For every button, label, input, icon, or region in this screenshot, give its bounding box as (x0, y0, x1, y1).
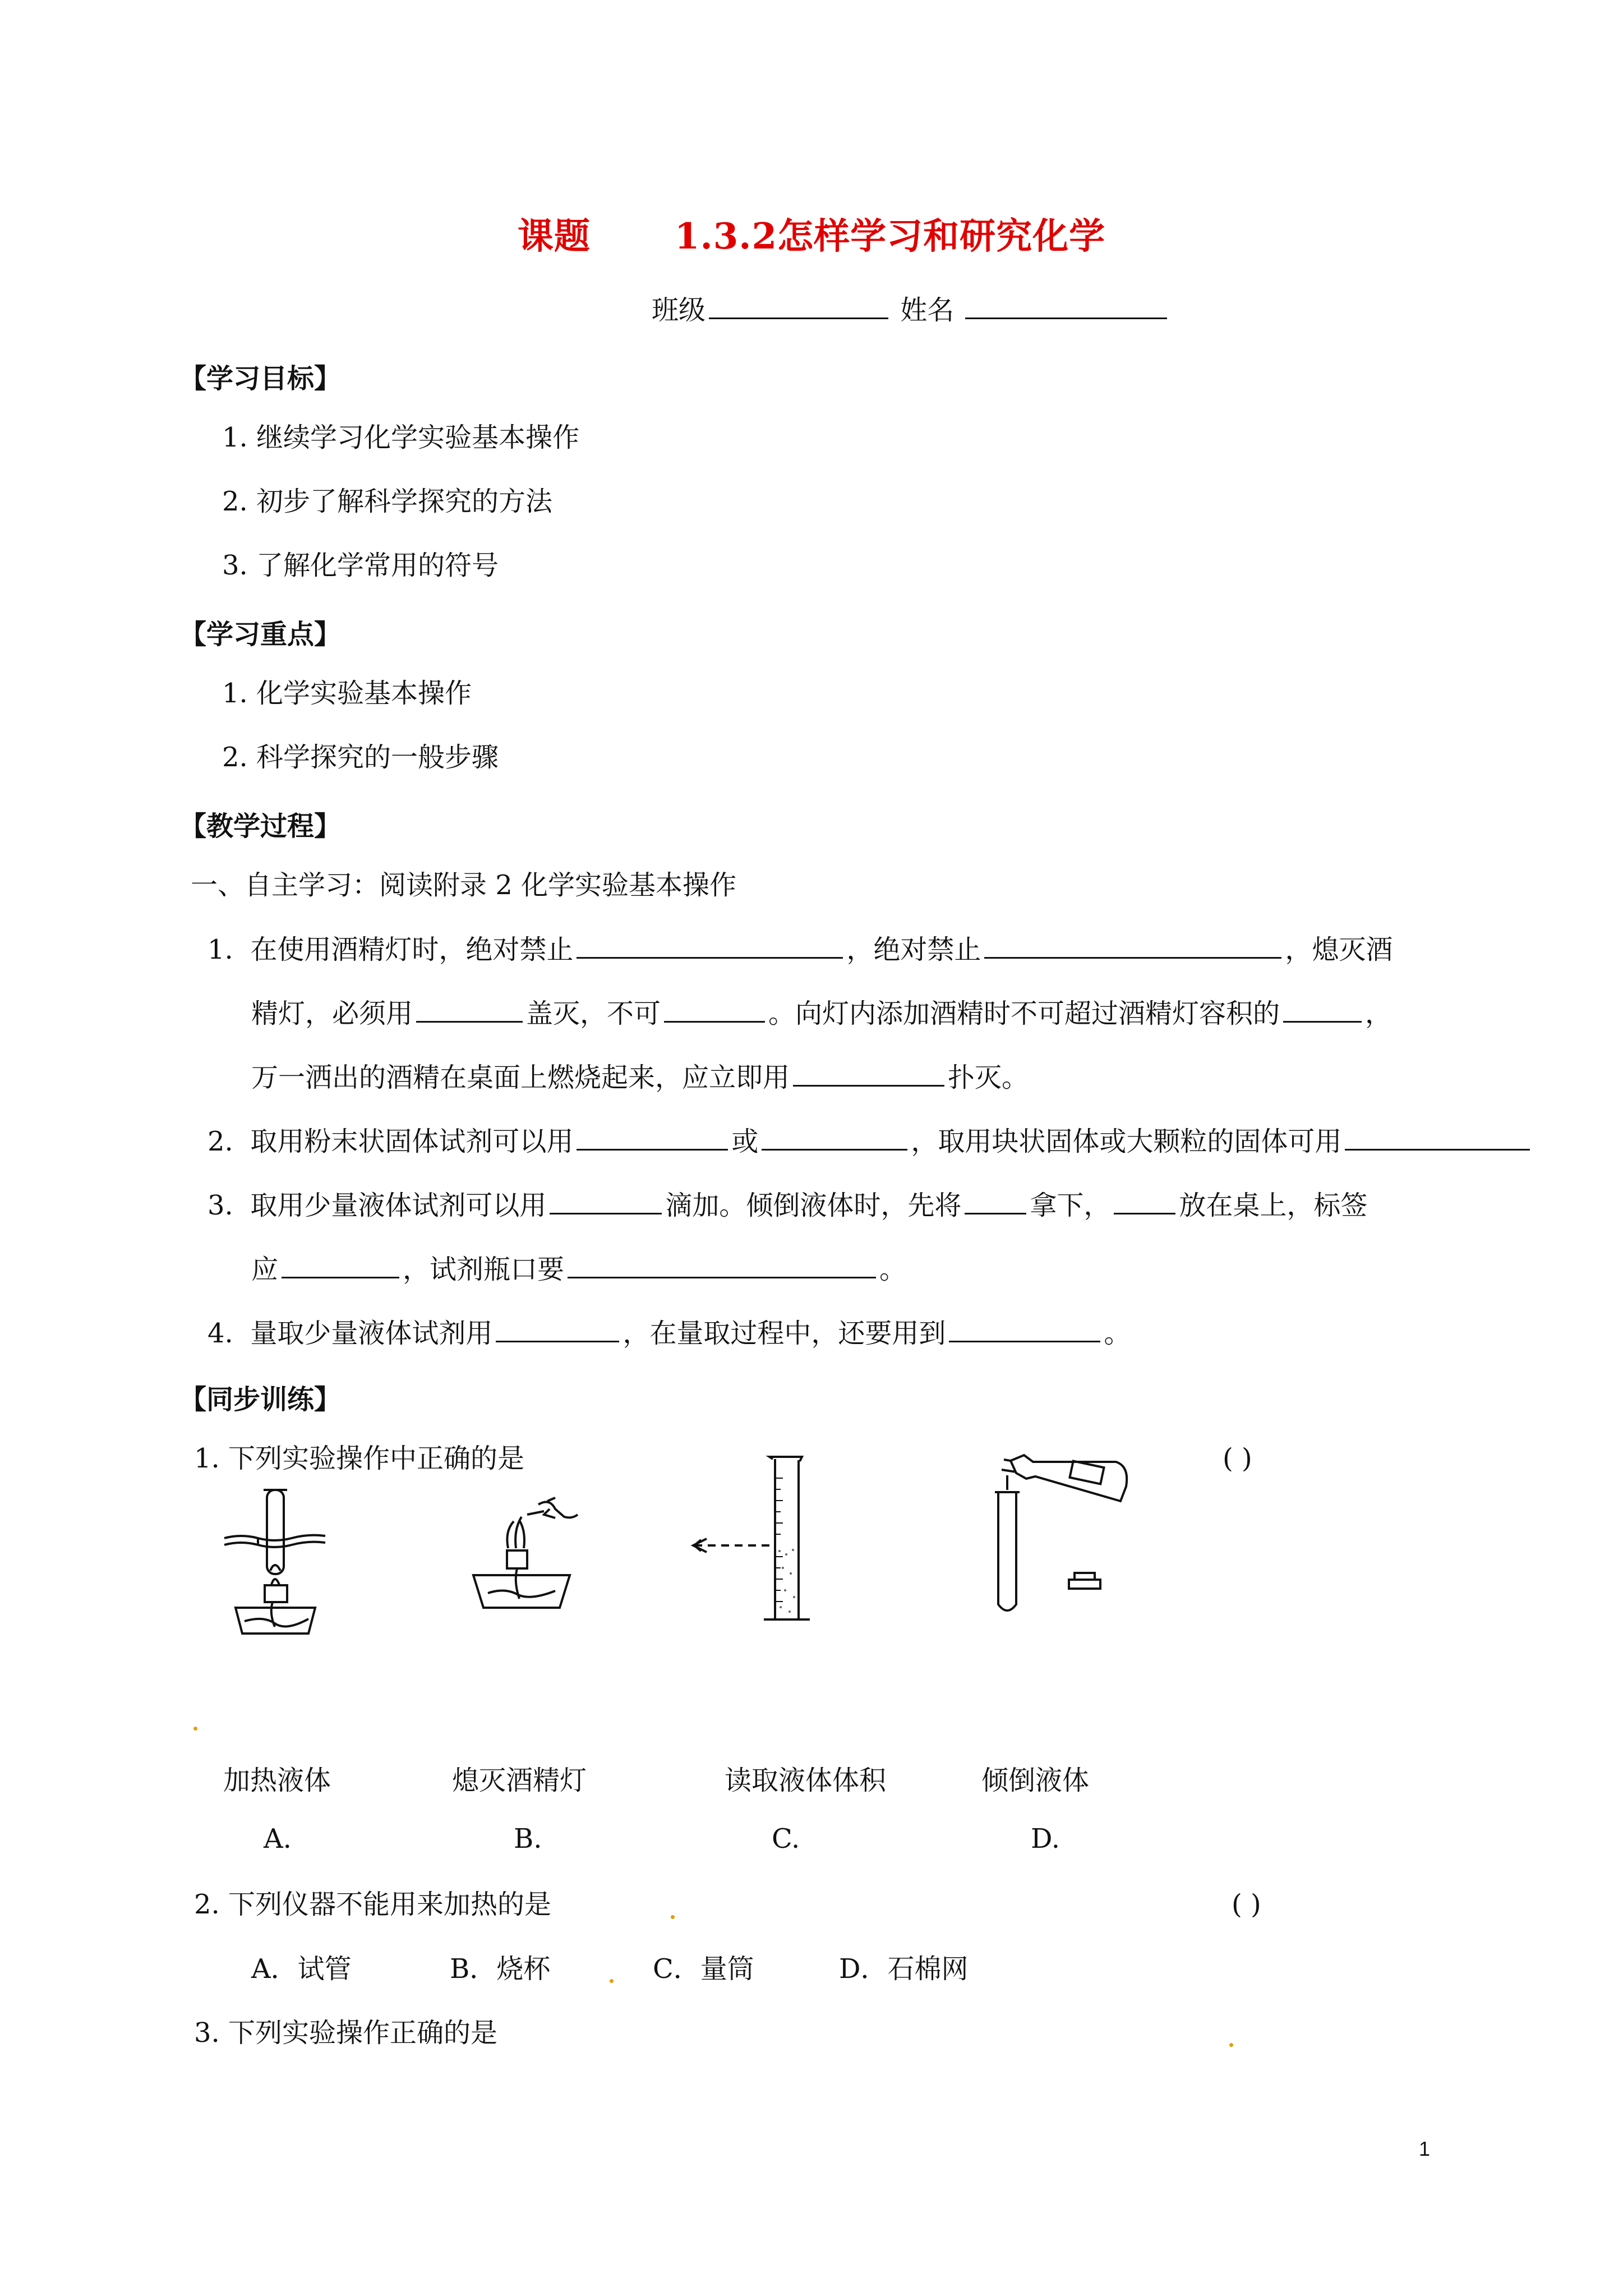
pouring-liquid-figure (970, 1447, 1138, 1621)
option-c[interactable]: C. (772, 1823, 800, 1855)
q2-number: 2. (208, 1126, 233, 1157)
q2-line (208, 1124, 1533, 1158)
keypoint-item: 1. 化学实验基本操作 (222, 678, 472, 709)
q1-text-d: 精灯，必须用 (251, 998, 413, 1029)
q3-line2 (251, 1252, 906, 1286)
objectives-heading: 【学习目标】 (179, 363, 342, 394)
fill-blank (282, 1252, 399, 1278)
q1-text-b: ，绝对禁止 (846, 934, 981, 965)
fill-blank (1345, 1124, 1530, 1151)
figure-b-label: 熄灭酒精灯 (452, 1765, 587, 1796)
q4-text-a: 量取少量液体试剂用 (250, 1318, 493, 1349)
fill-blank (949, 1316, 1100, 1342)
q1-text-i: 扑灭。 (948, 1062, 1029, 1093)
title-prefix: 课题 (517, 215, 591, 257)
heating-liquid-figure (219, 1487, 331, 1644)
cylinder-reading-figure (690, 1456, 830, 1630)
q3-text-a: 取用少量液体试剂可以用 (250, 1190, 547, 1221)
q3-text-e: 应 (251, 1254, 279, 1285)
p2-answer-paren: ( ) (1232, 1889, 1261, 1920)
q3-text-f: ，试剂瓶口要 (403, 1254, 565, 1285)
section1-text: 一、自主学习：阅读附录 2 化学实验基本操作 (191, 869, 737, 901)
option-d[interactable]: D. (1031, 1823, 1061, 1855)
fill-blank (1114, 1188, 1175, 1214)
fill-blank (1283, 996, 1362, 1023)
q1-text-h: 万一洒出的酒精在桌面上燃烧起来，应立即用 (251, 1062, 790, 1093)
p1-answer-paren: ( ) (1223, 1443, 1252, 1474)
page-number: 1 (1419, 2137, 1431, 2160)
q3-text-b: 滴加。倾倒液体时，先将 (665, 1190, 962, 1221)
fill-blank (793, 1060, 944, 1087)
p2-option-d[interactable]: D．石棉网 (839, 1953, 969, 1985)
p2-option-b[interactable]: B．烧杯 (450, 1953, 551, 1985)
keypoints-heading: 【学习重点】 (179, 619, 342, 650)
name-blank (965, 293, 1167, 319)
stray-dot (610, 1979, 614, 1983)
q3-text-d: 放在桌上，标签 (1179, 1190, 1368, 1221)
keypoint-item: 2. 科学探究的一般步骤 (222, 742, 499, 773)
fill-blank (577, 932, 843, 959)
q3-number: 3. (208, 1190, 233, 1221)
name-label: 姓名 (900, 295, 955, 326)
q1-line1 (208, 932, 1393, 967)
title-main: 1.3.2怎样学习和研究化学 (674, 215, 1106, 257)
option-a[interactable]: A. (264, 1823, 292, 1855)
class-label: 班级 (652, 295, 706, 326)
q4-text-b: ，在量取过程中，还要用到 (623, 1318, 946, 1349)
practice-heading: 【同步训练】 (179, 1384, 342, 1415)
class-name-line (652, 293, 1170, 327)
option-b[interactable]: B. (514, 1823, 542, 1855)
q1-text-a: 在使用酒精灯时，绝对禁止 (250, 934, 574, 965)
p2-option-c[interactable]: C．量筒 (653, 1953, 754, 1985)
fill-blank (984, 932, 1281, 959)
fill-blank (568, 1252, 876, 1278)
q3-text-c: 拿下， (1030, 1190, 1111, 1221)
objective-item: 2. 初步了解科学探究的方法 (222, 486, 553, 517)
q2-text-a: 取用粉末状固体试剂可以用 (250, 1126, 574, 1157)
q1-text-g: ， (1365, 998, 1393, 1029)
p1-question: 1. 下列实验操作中正确的是 (194, 1443, 525, 1474)
fill-blank (550, 1188, 662, 1214)
class-blank (709, 293, 888, 319)
q2-text-c: ，取用块状固体或大颗粒的固体可用 (911, 1126, 1342, 1157)
p3-question: 3. 下列实验操作正确的是 (194, 2017, 498, 2049)
q1-text-f: 。向灯内添加酒精时不可超过酒精灯容积的 (768, 998, 1280, 1029)
stray-dot (193, 1727, 197, 1731)
objective-item: 1. 继续学习化学实验基本操作 (222, 422, 580, 453)
fill-blank (496, 1316, 619, 1342)
q1-text-c: ，熄灭酒 (1285, 934, 1393, 965)
q4-line (208, 1316, 1131, 1350)
stray-dot (671, 1915, 675, 1919)
q4-text-c: 。 (1104, 1318, 1131, 1349)
q3-text-g: 。 (879, 1254, 907, 1285)
figure-c-label: 读取液体体积 (725, 1765, 887, 1796)
process-heading: 【教学过程】 (179, 811, 342, 842)
figure-d-label: 倾倒液体 (981, 1765, 1090, 1796)
q1-number: 1. (208, 934, 233, 965)
fill-blank (965, 1188, 1026, 1214)
blowing-lamp-figure (465, 1492, 594, 1627)
q2-text-b: 或 (731, 1126, 759, 1157)
fill-blank (664, 996, 765, 1023)
q1-text-e: 盖灭，不可 (526, 998, 661, 1029)
figure-a-label: 加热液体 (223, 1765, 331, 1796)
fill-blank (577, 1124, 728, 1151)
page-title (0, 208, 1623, 259)
stray-dot (1229, 2043, 1233, 2047)
q3-line1 (208, 1188, 1367, 1222)
q1-line2 (251, 996, 1392, 1030)
objective-item: 3. 了解化学常用的符号 (222, 550, 499, 581)
q4-number: 4. (208, 1318, 233, 1349)
p2-question: 2. 下列仪器不能用来加热的是 (194, 1889, 552, 1920)
q1-line3 (251, 1060, 1029, 1094)
fill-blank (416, 996, 523, 1023)
fill-blank (762, 1124, 907, 1151)
p2-option-a[interactable]: A．试管 (251, 1953, 352, 1985)
